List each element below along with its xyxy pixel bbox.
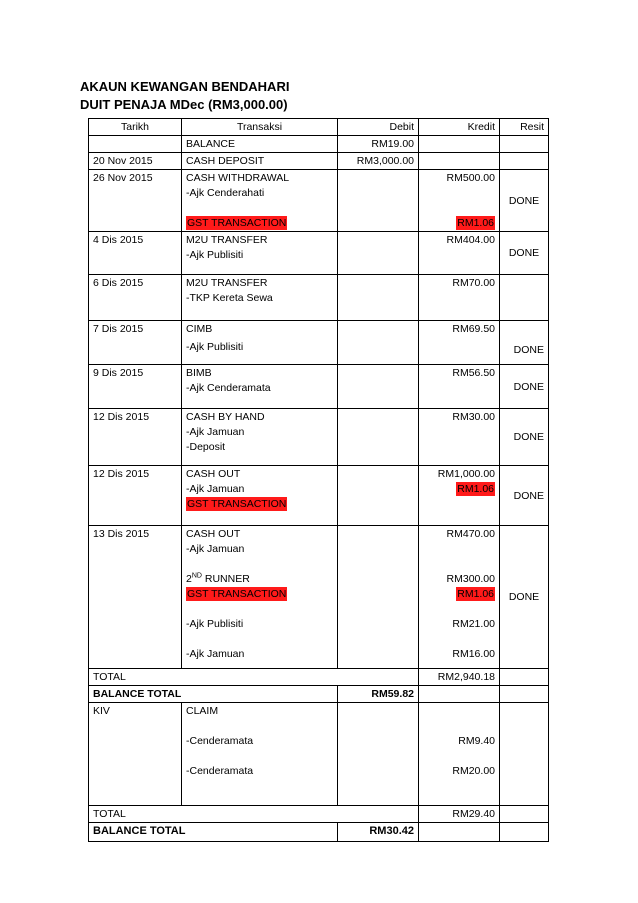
date-cell: 12 Dis 2015 <box>89 409 182 466</box>
table-header-row <box>89 119 549 136</box>
gst-highlight: RM1.06 <box>457 588 494 600</box>
transaction-cell: BALANCE <box>182 136 338 153</box>
gst-highlight: GST TRANSACTION <box>187 588 287 600</box>
column-header-debit: Debit <box>338 119 419 136</box>
receipt-cell: DONE <box>500 409 549 466</box>
balance-total-debit: RM59.82 <box>338 686 419 703</box>
transaction-cell: CASH WITHDRAWAL -Ajk Cenderahati GST TRANSACTION <box>182 170 338 232</box>
ledger-table <box>88 118 549 842</box>
date-cell: 26 Nov 2015 <box>89 170 182 232</box>
credit-cell: RM70.00 <box>419 275 500 321</box>
table-row <box>89 365 549 409</box>
receipt-cell: DONE <box>500 321 549 365</box>
balance-total-row <box>89 686 549 703</box>
transaction-cell: CASH OUT -Ajk Jamuan 2ND RUNNER GST TRANSACTION -Ajk Publisiti -Ajk Jamuan <box>182 526 338 669</box>
column-header-transaction: Transaksi <box>182 119 338 136</box>
credit-cell: RM69.50 <box>419 321 500 365</box>
receipt-cell: DONE <box>500 365 549 409</box>
total-label: TOTAL <box>89 806 419 823</box>
table-row <box>89 321 549 365</box>
gst-highlight: RM1.06 <box>457 483 494 495</box>
transaction-cell: CASH DEPOSIT <box>182 153 338 170</box>
date-cell: 13 Dis 2015 <box>89 526 182 669</box>
date-cell: 12 Dis 2015 <box>89 466 182 526</box>
receipt-cell: DONE <box>500 232 549 275</box>
table-row <box>89 153 549 170</box>
date-cell: 4 Dis 2015 <box>89 232 182 275</box>
credit-cell: RM470.00 RM300.00 RM1.06 RM21.00 RM16.00 <box>419 526 500 669</box>
debit-cell: RM3,000.00 <box>338 153 419 170</box>
column-header-date: Tarikh <box>89 119 182 136</box>
date-cell: 20 Nov 2015 <box>89 153 182 170</box>
total-credit: RM2,940.18 <box>419 669 500 686</box>
date-cell: 6 Dis 2015 <box>89 275 182 321</box>
gst-highlight: RM1.06 <box>457 217 494 229</box>
receipt-cell: DONE <box>500 170 549 232</box>
total-row <box>89 669 549 686</box>
balance-total-debit: RM30.42 <box>338 823 419 842</box>
credit-cell: RM500.00 RM1.06 <box>419 170 500 232</box>
transaction-cell: CASH OUT -Ajk Jamuan GST TRANSACTION <box>182 466 338 526</box>
table-row <box>89 526 549 669</box>
column-header-receipt: Resit <box>500 119 549 136</box>
transaction-cell: CLAIM -Cenderamata -Cenderamata <box>182 703 338 806</box>
balance-total-row <box>89 823 549 842</box>
receipt-cell: DONE <box>500 526 549 669</box>
kiv-row <box>89 703 549 806</box>
gst-highlight: GST TRANSACTION <box>187 217 287 229</box>
date-cell: 7 Dis 2015 <box>89 321 182 365</box>
balance-total-label: BALANCE TOTAL <box>89 823 338 842</box>
transaction-cell: M2U TRANSFER -Ajk Publisiti <box>182 232 338 275</box>
gst-highlight: GST TRANSACTION <box>187 498 287 510</box>
table-row <box>89 275 549 321</box>
transaction-cell: BIMB -Ajk Cenderamata <box>182 365 338 409</box>
credit-cell: RM404.00 <box>419 232 500 275</box>
table-row <box>89 170 549 232</box>
transaction-cell: M2U TRANSFER -TKP Kereta Sewa <box>182 275 338 321</box>
credit-cell: RM9.40 RM20.00 <box>419 703 500 806</box>
transaction-cell: CASH BY HAND -Ajk Jamuan -Deposit <box>182 409 338 466</box>
receipt-cell: DONE <box>500 466 549 526</box>
total-credit: RM29.40 <box>419 806 500 823</box>
balance-total-label: BALANCE TOTAL <box>89 686 338 703</box>
page-title: AKAUN KEWANGAN BENDAHARI <box>80 79 290 94</box>
total-row <box>89 806 549 823</box>
table-row <box>89 232 549 275</box>
table-row <box>89 409 549 466</box>
date-cell: KIV <box>89 703 182 806</box>
table-row <box>89 136 549 153</box>
column-header-credit: Kredit <box>419 119 500 136</box>
credit-cell: RM56.50 <box>419 365 500 409</box>
table-row <box>89 466 549 526</box>
total-label: TOTAL <box>89 669 419 686</box>
debit-cell: RM19.00 <box>338 136 419 153</box>
page-subtitle: DUIT PENAJA MDec (RM3,000.00) <box>80 97 288 112</box>
transaction-cell: CIMB -Ajk Publisiti <box>182 321 338 365</box>
date-cell: 9 Dis 2015 <box>89 365 182 409</box>
credit-cell: RM30.00 <box>419 409 500 466</box>
credit-cell: RM1,000.00 RM1.06 <box>419 466 500 526</box>
